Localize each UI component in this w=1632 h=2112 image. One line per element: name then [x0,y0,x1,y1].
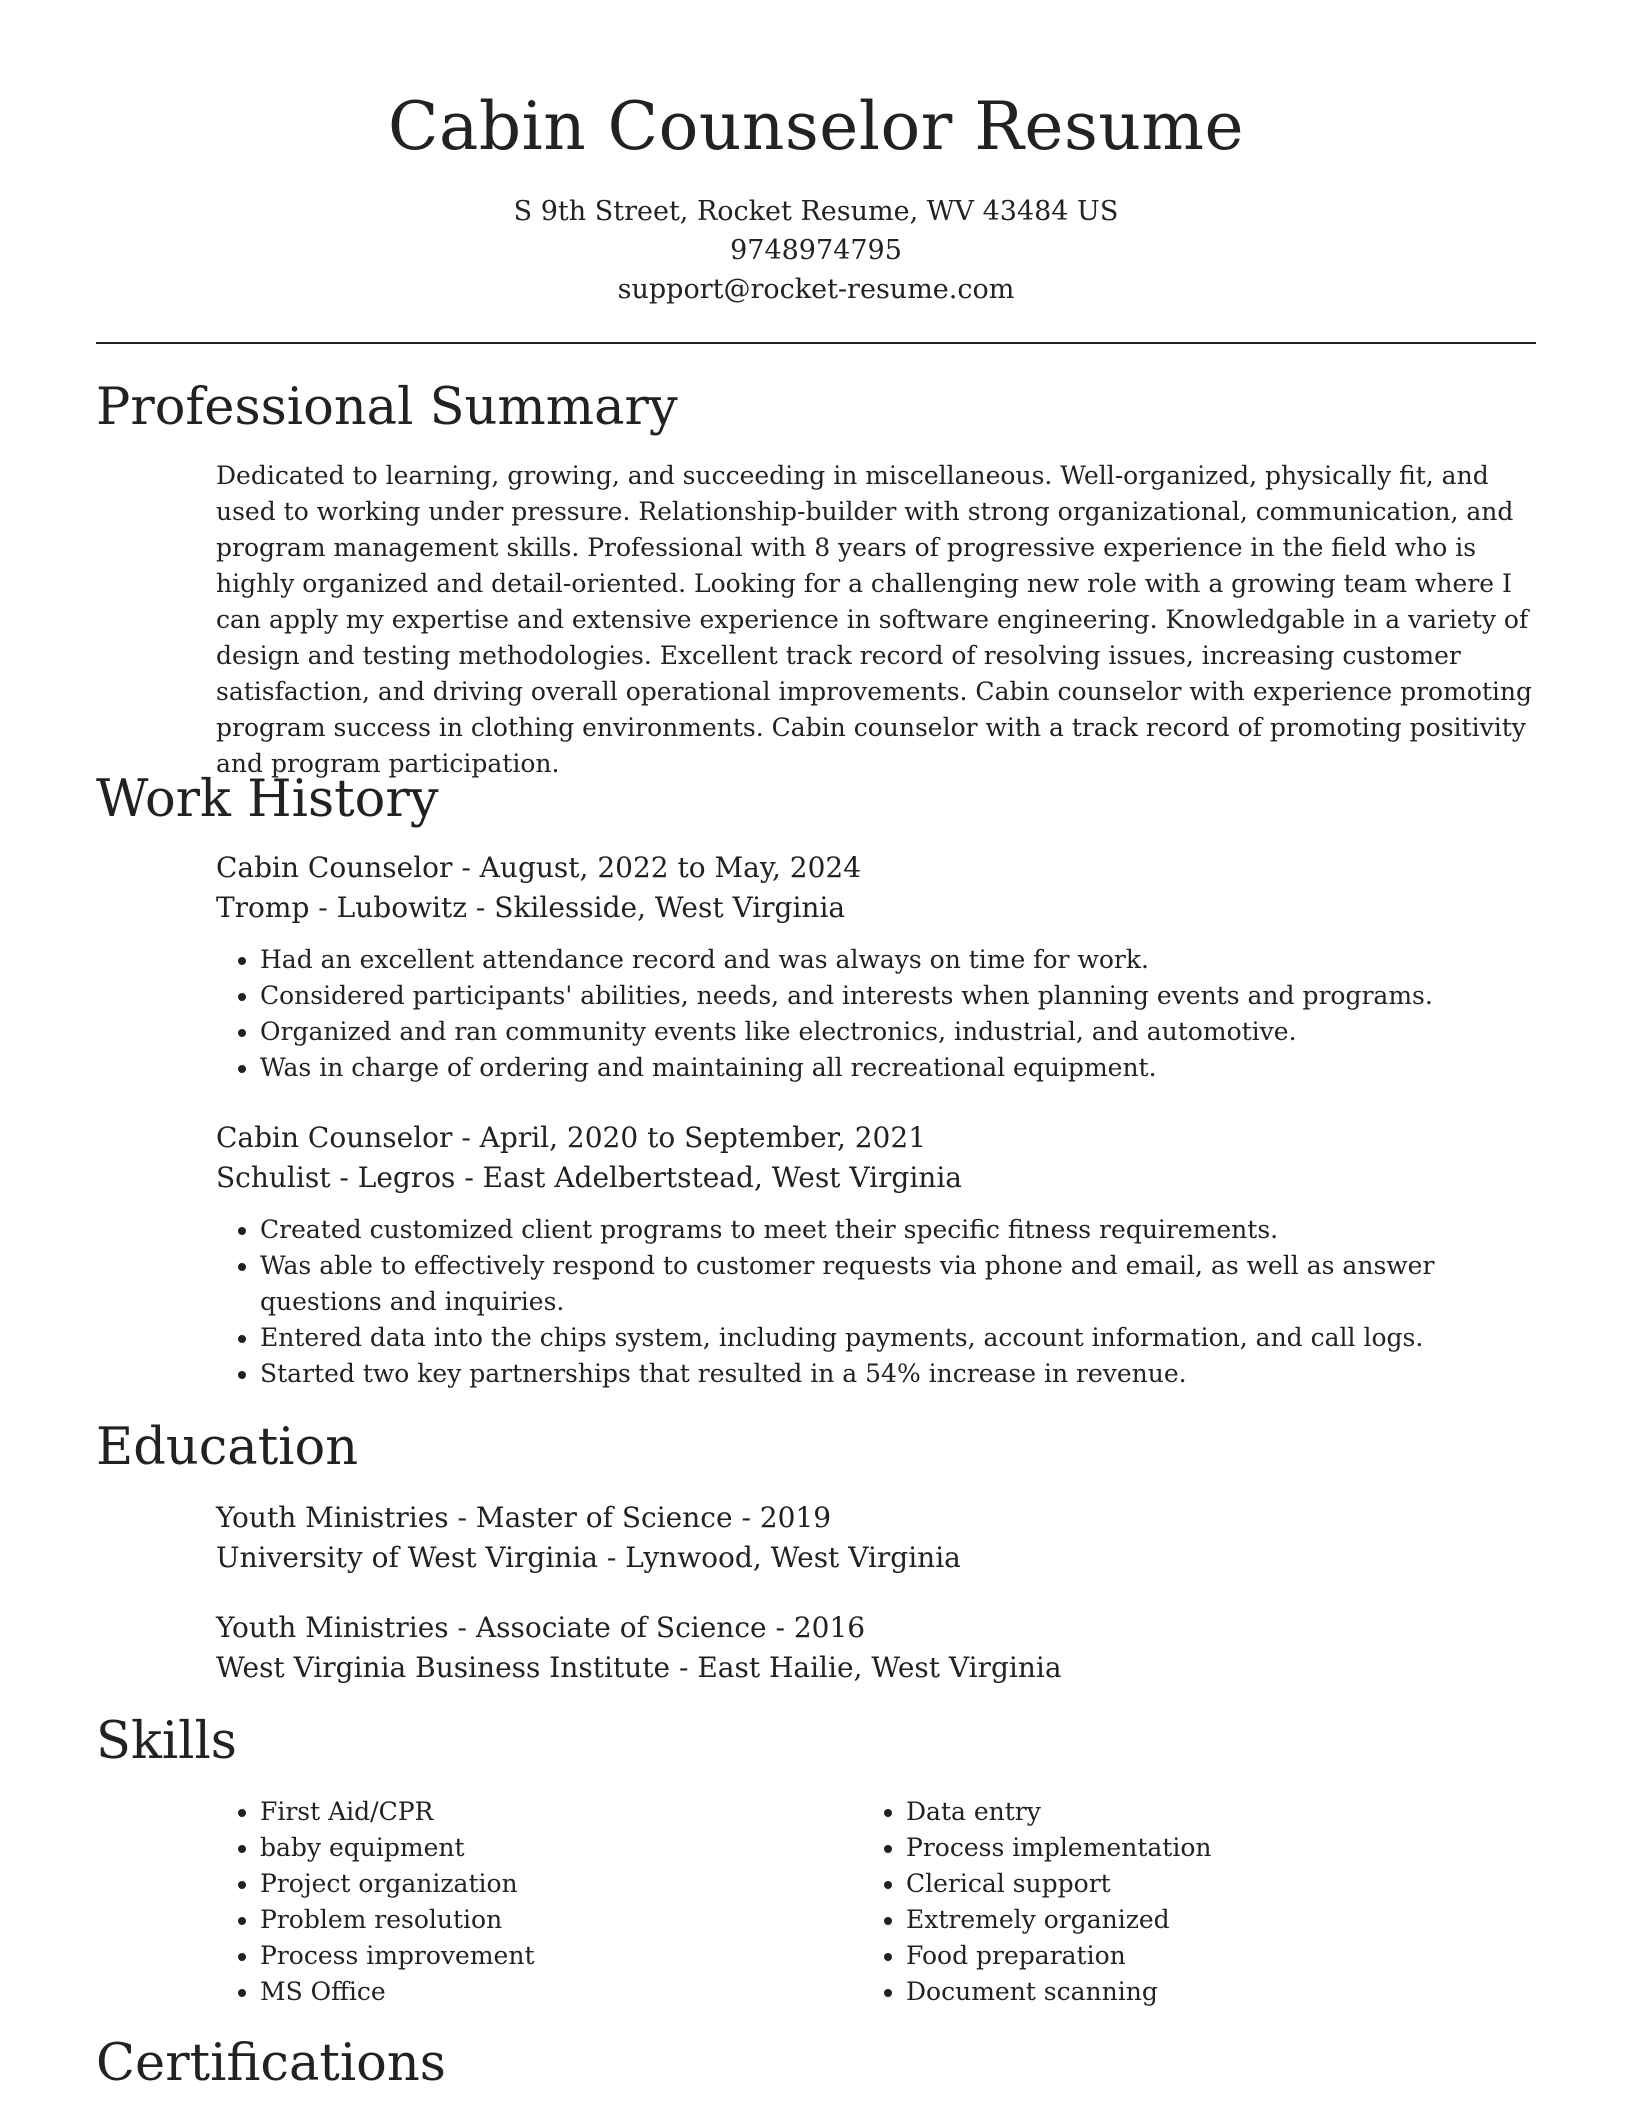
list-item: • baby equipment [260,1830,836,1866]
list-item: • First Aid/CPR [260,1794,836,1830]
list-item: • Project organization [260,1866,836,1902]
job-title-line [216,848,1541,888]
job-bullet-list [216,1212,1541,1392]
degree: Youth Ministries - Master of Science [216,1501,733,1534]
school-location: - East Hailie, West Virginia [670,1651,1062,1684]
job-company: Tromp - Lubowitz [216,891,467,924]
graduation-year: - 2016 [766,1611,866,1644]
degree: Youth Ministries - Associate of Science [216,1611,767,1644]
list-item: • Document scanning [906,1974,1482,2010]
education-entry [216,1498,1541,1578]
school-name: West Virginia Business Institute [216,1651,671,1684]
list-item: • MS Office [260,1974,836,2010]
job-location: - Skilesside, West Virginia [467,891,846,924]
list-item: • Entered data into the chips system, including payments, account information, and call logs. [260,1320,1541,1356]
job-company-line [216,888,1541,928]
section-heading-summary: Professional Summary [96,378,678,437]
list-item: • Problem resolution [260,1902,836,1938]
job-company-line [216,1158,1541,1198]
graduation-year: - 2019 [732,1501,832,1534]
job-company: Schulist - Legros [216,1161,456,1194]
job-bullet-list [216,942,1541,1086]
email-line: support@rocket-resume.com [617,274,1015,305]
contact-block [0,192,1632,309]
school-line [216,1648,1541,1688]
resume-title: Cabin Counselor Resume [387,88,1244,165]
job-entry [216,1118,1541,1392]
job-entry [216,848,1541,1086]
phone-line: 9748974795 [730,235,902,266]
degree-line [216,1498,1541,1538]
job-title-line [216,1118,1541,1158]
list-item: • Started two key partnerships that resulted in a 54% increase in revenue. [260,1356,1541,1392]
list-item: • Clerical support [906,1866,1482,1902]
list-item: • Process improvement [260,1938,836,1974]
list-item: • Process implementation [906,1830,1482,1866]
list-item: • Food preparation [906,1938,1482,1974]
skills-column-left [216,1794,836,2010]
school-line [216,1538,1541,1578]
job-title: Cabin Counselor [216,851,453,884]
school-location: - Lynwood, West Virginia [598,1541,961,1574]
section-heading-skills: Skills [96,1712,237,1771]
section-heading-certifications: Certifications [96,2034,446,2093]
list-item: • Extremely organized [906,1902,1482,1938]
list-item: • Created customized client programs to meet their specific fitness requirements. [260,1212,1541,1248]
job-dates: - April, 2020 to September, 2021 [452,1121,927,1154]
list-item: • Data entry [906,1794,1482,1830]
resume-header [0,0,1632,309]
section-heading-work-history: Work History [96,770,439,829]
skills-list [862,1794,1482,2010]
list-item: • Was able to effectively respond to customer requests via phone and email, as well as answer questions and inquiries. [260,1248,1541,1320]
address-line: S 9th Street, Rocket Resume, WV 43484 US [513,196,1119,227]
list-item: • Organized and ran community events like electronics, industrial, and automotive. [260,1014,1541,1050]
list-item: • Had an excellent attendance record and was always on time for work. [260,942,1541,978]
job-dates: - August, 2022 to May, 2024 [452,851,862,884]
education-entry [216,1608,1541,1688]
header-divider [96,342,1536,344]
summary-paragraph: Dedicated to learning, growing, and succeeding in miscellaneous. Well-organized, physically fit, and used to working under pressure. Relationship-builder with strong organizational, communication, and program management skills. Professional with 8 years of progressive experience in the field who is highly organized and detail-oriented. Looking for a challenging new role with a growing team where I can apply my expertise and extensive experience in software engineering. Knowledgable in a variety of design and testing methodologies. Excellent track record of resolving issues, increasing customer satisfaction, and driving overall operational improvements. Cabin counselor with experience promoting program success in clothing environments. Cabin counselor with a track record of promoting positivity and program participation. [216,461,1533,778]
job-location: - East Adelbertstead, West Virginia [455,1161,962,1194]
section-heading-education: Education [96,1418,359,1477]
skills-list [216,1794,836,2010]
skills-column-right [862,1794,1482,2010]
list-item: • Considered participants' abilities, needs, and interests when planning events and programs. [260,978,1541,1014]
degree-line [216,1608,1541,1648]
job-title: Cabin Counselor [216,1121,453,1154]
list-item: • Was in charge of ordering and maintaining all recreational equipment. [260,1050,1541,1086]
school-name: University of West Virginia [216,1541,598,1574]
